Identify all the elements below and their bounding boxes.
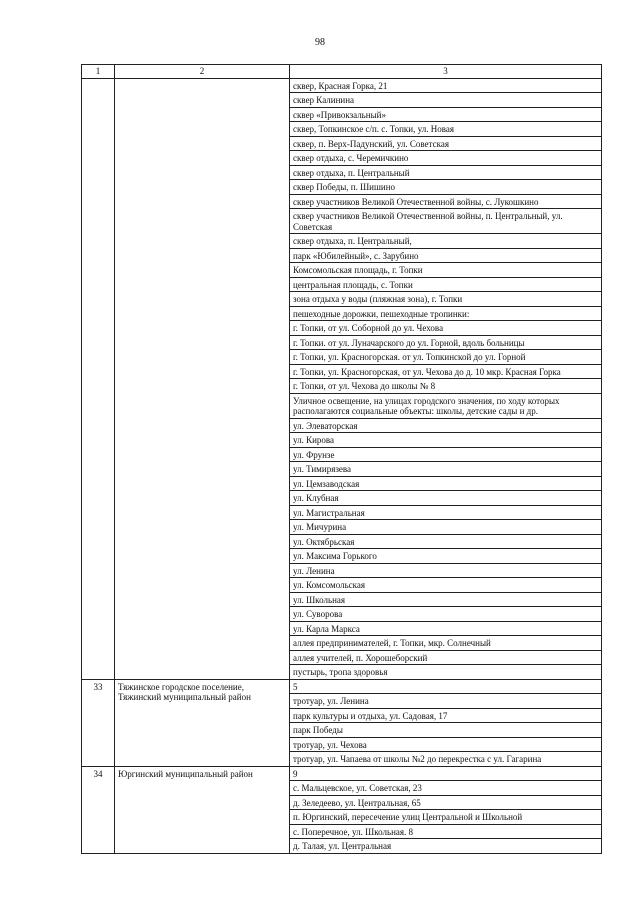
object-cell: сквер, п. Верх-Падунский, ул. Советская	[290, 136, 602, 151]
object-cell: ул. Цемзаводская	[290, 476, 602, 491]
object-cell: аллея предпринимателей, г. Топки, мкр. Солнечный	[290, 636, 602, 651]
page-number: 98	[315, 37, 325, 48]
object-cell: п. Юргинский, пересечение улиц Центральной и Школьной	[290, 810, 602, 825]
municipality-name: Тяжинское городское поселение, Тяжинский муниципальный район	[115, 679, 290, 766]
object-cell: г. Топки. от ул. Луначарского до ул. Горной, вдоль больницы	[290, 335, 602, 350]
section-number	[82, 78, 115, 679]
object-cell: сквер участников Великой Отечественной войны, п. Центральный, ул. Советская	[290, 209, 602, 234]
table-row	[82, 679, 602, 694]
object-cell: ул. Элеваторская	[290, 418, 602, 433]
object-cell: сквер участников Великой Отечественной войны, с. Лукошкино	[290, 194, 602, 209]
header-col-2: 2	[115, 65, 290, 79]
object-cell: ул. Комсомольская	[290, 578, 602, 593]
object-cell: г. Топки, ул. Красногорская. от ул. Топкинской до ул. Горной	[290, 350, 602, 365]
object-cell: ул. Клубная	[290, 491, 602, 506]
object-cell: ул. Фрунзе	[290, 447, 602, 462]
header-col-1: 1	[82, 65, 115, 79]
object-cell: тротуар, ул. Чапаева от школы №2 до перекрестка с ул. Гагарина	[290, 752, 602, 767]
object-cell: г. Топки, ул. Красногорская, от ул. Чехова до д. 10 мкр. Красная Горка	[290, 364, 602, 379]
section-number: 33	[82, 679, 115, 766]
object-cell: г. Топки, от ул. Соборной до ул. Чехова	[290, 321, 602, 336]
object-cell: ул. Октябрьская	[290, 534, 602, 549]
object-cell: парк «Юбилейный», с. Зарубино	[290, 248, 602, 263]
object-cell: 5	[290, 679, 602, 694]
table-header-row	[82, 65, 602, 79]
object-cell: сквер отдыха, п. Центральный,	[290, 234, 602, 249]
object-cell: с. Мальцевское, ул. Советская, 23	[290, 781, 602, 796]
municipality-name: Юргинский муниципальный район	[115, 766, 290, 853]
object-cell: д. Талая, ул. Центральная	[290, 839, 602, 854]
object-cell: Уличное освещение, на улицах городского значения, по ходу которых располагаются социальные объекты: школы, детские сады и др.	[290, 393, 602, 418]
object-cell: пешеходные дорожки, пешеходные тропинки:	[290, 306, 602, 321]
object-cell: г. Топки, от ул. Чехова до школы № 8	[290, 379, 602, 394]
object-cell: пустырь, тропа здоровья	[290, 665, 602, 680]
object-cell: с. Поперечное, ул. Школьная. 8	[290, 824, 602, 839]
header-col-3: 3	[290, 65, 602, 79]
object-cell: ул. Карла Маркса	[290, 621, 602, 636]
object-cell: тротуар, ул. Ленина	[290, 694, 602, 709]
table-row	[82, 766, 602, 781]
municipality-name	[115, 78, 290, 679]
table-row	[82, 78, 602, 93]
object-cell: ул. Тимирязева	[290, 462, 602, 477]
object-cell: сквер отдыха, с. Черемичкино	[290, 151, 602, 166]
object-cell: ул. Кирова	[290, 433, 602, 448]
object-cell: центральная площадь, с. Топки	[290, 277, 602, 292]
object-cell: парк культуры и отдыха, ул. Садовая, 17	[290, 708, 602, 723]
object-cell: ул. Ленина	[290, 563, 602, 578]
object-cell: сквер Победы, п. Шишино	[290, 180, 602, 195]
object-cell: ул. Максима Горького	[290, 549, 602, 564]
object-cell: аллея учителей, п. Хорошеборский	[290, 650, 602, 665]
object-cell: ул. Мичурина	[290, 520, 602, 535]
object-cell: ул. Магистральная	[290, 505, 602, 520]
object-cell: зона отдыха у воды (пляжная зона), г. Топки	[290, 292, 602, 307]
section-number: 34	[82, 766, 115, 853]
object-cell: 9	[290, 766, 602, 781]
places-table	[81, 64, 602, 854]
object-cell: сквер «Привокзальный»	[290, 107, 602, 122]
object-cell: Комсомольская площадь, г. Топки	[290, 263, 602, 278]
object-cell: сквер Калинина	[290, 93, 602, 108]
object-cell: ул. Школьная	[290, 592, 602, 607]
object-cell: сквер, Топкинское с/п. с. Топки, ул. Новая	[290, 122, 602, 137]
object-cell: д. Зеледеево, ул. Центральная, 65	[290, 795, 602, 810]
object-cell: тротуар, ул. Чехова	[290, 737, 602, 752]
object-cell: сквер отдыха, п. Центральный	[290, 165, 602, 180]
object-cell: сквер, Красная Горка, 21	[290, 78, 602, 93]
object-cell: ул. Суворова	[290, 607, 602, 622]
object-cell: парк Победы	[290, 723, 602, 738]
